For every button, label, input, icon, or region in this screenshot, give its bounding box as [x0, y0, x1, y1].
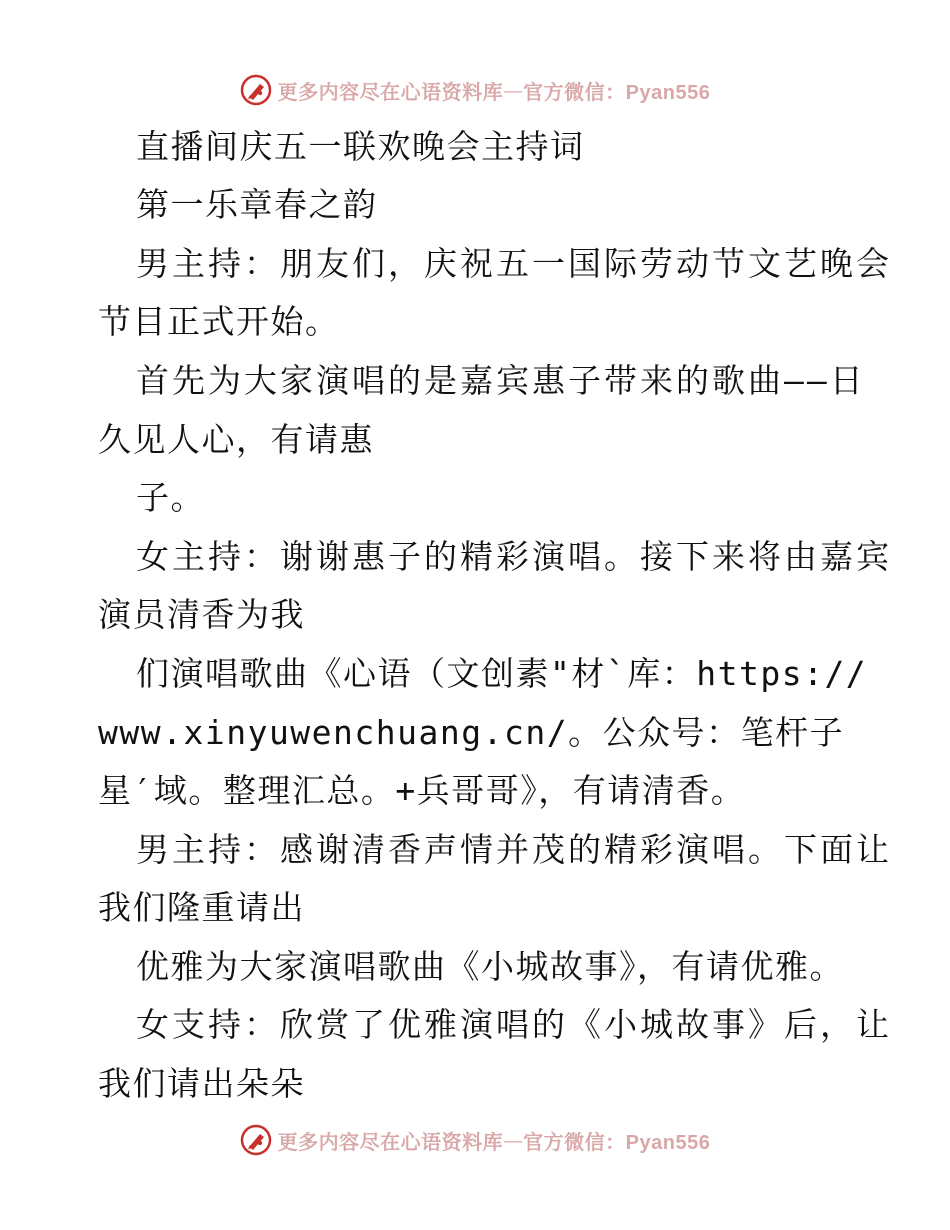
- banner-separator: —: [503, 78, 524, 102]
- paragraph-line: 节目正式开始。: [98, 302, 340, 341]
- header-banner: [0, 70, 950, 110]
- pen-logo-icon: [240, 1124, 272, 1156]
- paragraph-line: 女主持：谢谢惠子的精彩演唱。接下来将由嘉宾: [136, 537, 892, 576]
- paragraph-line: 我们请出朵朵: [98, 1064, 305, 1103]
- paragraph-line: 女支持：欣赏了优雅演唱的《小城故事》后，让: [136, 1005, 892, 1044]
- paragraph-line: www.xinyuwenchuang.cn/。公众号：笔杆子: [98, 713, 845, 752]
- paragraph-line: 演员清香为我: [98, 595, 305, 634]
- banner-contact-text: 官方微信：Pyan556: [523, 81, 711, 104]
- paragraph-line: 首先为大家演唱的是嘉宾惠子带来的歌曲——日: [136, 361, 866, 400]
- paragraph-line: 男主持：朋友们，庆祝五一国际劳动节文艺晚会: [136, 244, 892, 283]
- paragraph-line: 们演唱歌曲《心语（文创素"材`库：https://: [136, 654, 868, 693]
- doc-title: 直播间庆五一联欢晚会主持词: [136, 127, 585, 166]
- banner-separator: —: [503, 1128, 524, 1152]
- paragraph-line: 男主持：感谢清香声情并茂的精彩演唱。下面让: [136, 830, 892, 869]
- paragraph-line: 久见人心，有请惠: [98, 420, 374, 459]
- banner-site-text: 更多内容尽在心语资料库: [277, 79, 504, 104]
- banner-contact-text: 官方微信：Pyan556: [523, 1131, 711, 1154]
- pen-logo-icon: [240, 74, 272, 106]
- section-heading: 第一乐章春之韵: [136, 185, 378, 224]
- paragraph-line: 星′域。整理汇总。+兵哥哥》，有请清香。: [98, 771, 746, 810]
- banner-site-text: 更多内容尽在心语资料库: [277, 1129, 504, 1154]
- paragraph-line: 子。: [136, 478, 205, 517]
- paragraph-line: 我们隆重请出: [98, 888, 305, 927]
- paragraph-line: 优雅为大家演唱歌曲《小城故事》，有请优雅。: [136, 947, 844, 986]
- footer-banner: [0, 1120, 950, 1160]
